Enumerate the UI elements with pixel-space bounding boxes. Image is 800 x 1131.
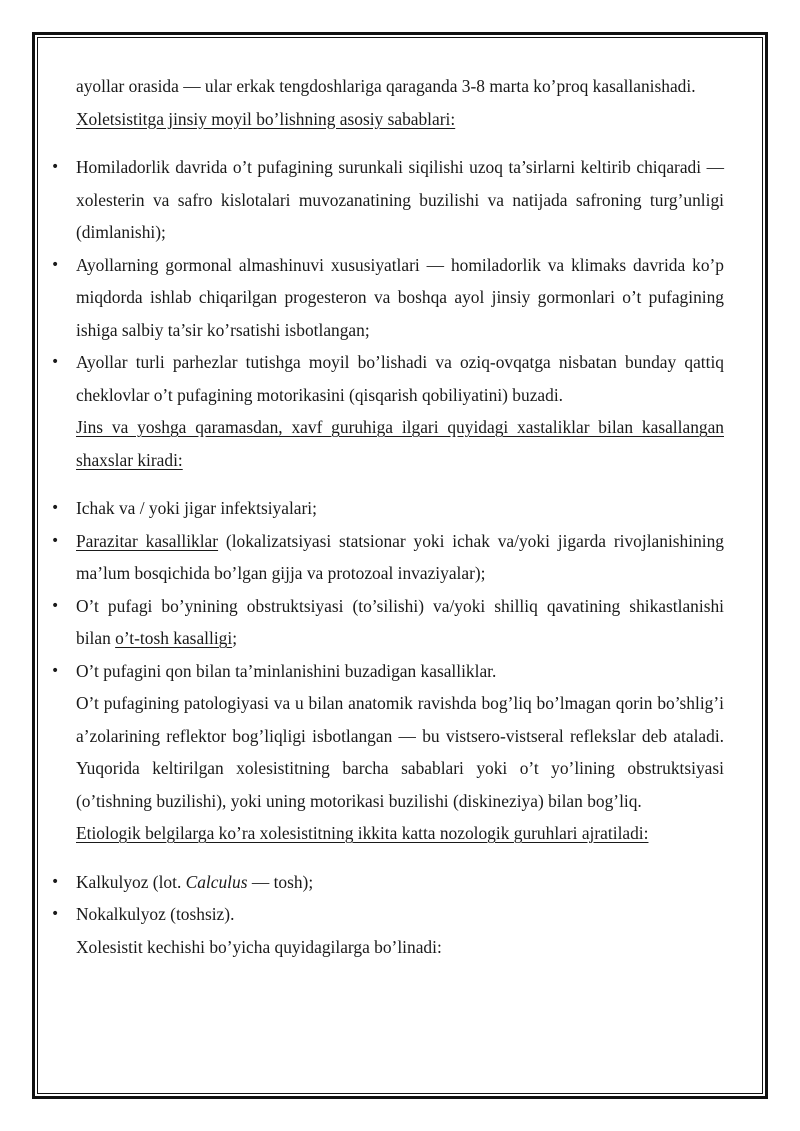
list-item: • Ichak va / yoki jigar infektsiyalari; bbox=[76, 492, 724, 525]
document-body bbox=[76, 70, 724, 963]
heading-text: Xoletsistitga jinsiy moyil bo’lishning asosiy sabablari: bbox=[76, 108, 456, 129]
etiology-list bbox=[76, 866, 724, 931]
list-item-text: Kalkulyoz (lot. bbox=[76, 871, 186, 892]
list-item: • Nokalkulyoz (toshsiz). bbox=[76, 898, 724, 931]
list-item bbox=[76, 590, 724, 655]
list-item bbox=[76, 525, 724, 590]
paragraph-intro: ayollar orasida — ular erkak tengdoshlariga qaraganda 3-8 marta ko’proq kasallanishadi. bbox=[76, 76, 696, 96]
paragraph-course: Xolesistit kechishi bo’yicha quyidagilarga bo’linadi: bbox=[76, 936, 442, 957]
list-item: • Ayollarning gormonal almashinuvi xususiyatlari — homiladorlik va klimaks davrida ko’p miqdorda ishlab chiqarilgan progesteron va boshqa ayol jinsiy gormonlari o’t pufagining ishiga salbiy ta’sir ko’rsatishi isbotlangan; bbox=[76, 249, 724, 347]
list-item-text: ; bbox=[232, 628, 238, 648]
heading-text: Etiologik belgilarga ko’ra xolesistitning ikkita katta nozologik guruhlari ajratiladi: bbox=[76, 823, 649, 843]
list-item-text: O’t pufagi bo’ynining obstruktsiyasi (to’silishi) va/yoki shilliq qavatining shikastlanishi bilan bbox=[76, 595, 724, 648]
section-heading-causes bbox=[76, 103, 724, 136]
heading-text: Jins va yoshga qaramasdan, xavf guruhiga ilgari quyidagi xastaliklar bilan kasallangan shaxslar kiradi: bbox=[76, 417, 724, 470]
list-item: • O’t pufagini qon bilan ta’minlanishini buzadigan kasalliklar. bbox=[76, 655, 724, 688]
list-item-text: (lokalizatsiyasi statsionar yoki ichak va/yoki jigarda rivojlanishining ma’lum bosqichida bo’lgan gijja va protozoal invaziyalar); bbox=[76, 530, 724, 583]
latin-term: Calculus bbox=[185, 871, 248, 892]
list-item: • Ayollar turli parhezlar tutishga moyil bo’lishadi va oziq-ovqatga nisbatan bunday qattiq cheklovlar o’t pufagining motorikasini (qisqarish qobiliyatini) buzadi. bbox=[76, 346, 724, 411]
gallstone-disease-link[interactable]: o’t-tosh kasalligi bbox=[115, 628, 233, 648]
parasitic-diseases-link[interactable]: Parazitar kasalliklar bbox=[76, 530, 219, 551]
risk-diseases-list bbox=[76, 492, 724, 687]
causes-list bbox=[76, 151, 724, 411]
section-heading-risk-group bbox=[76, 411, 724, 476]
paragraph-pathology: O’t pufagining patologiyasi va u bilan anatomik ravishda bog’liq bo’lmagan qorin bo’shlig’i a’zolarining reflektor bog’liqligi isbotlangan — bu vistsero-vistseral reflekslar deb ataladi. Yuqorida keltirilgan xolesistitning barcha sabablari yoki o’t yo’lining obstruktsiyasi (o’tishning buzilishi), yoki uning motorikasi buzilishi (diskineziya) bilan bog’liq. bbox=[76, 693, 724, 811]
list-item: • Homiladorlik davrida o’t pufagining surunkali siqilishi uzoq ta’sirlarni keltirib chiqaradi — xolesterin va safro kislotalari muvozanatining buzilishi va natijada safroning turg’unligi (dimlanishi); bbox=[76, 151, 724, 249]
list-item bbox=[76, 866, 724, 899]
section-heading-etiology bbox=[76, 817, 724, 850]
list-item-text: — tosh); bbox=[247, 871, 314, 892]
